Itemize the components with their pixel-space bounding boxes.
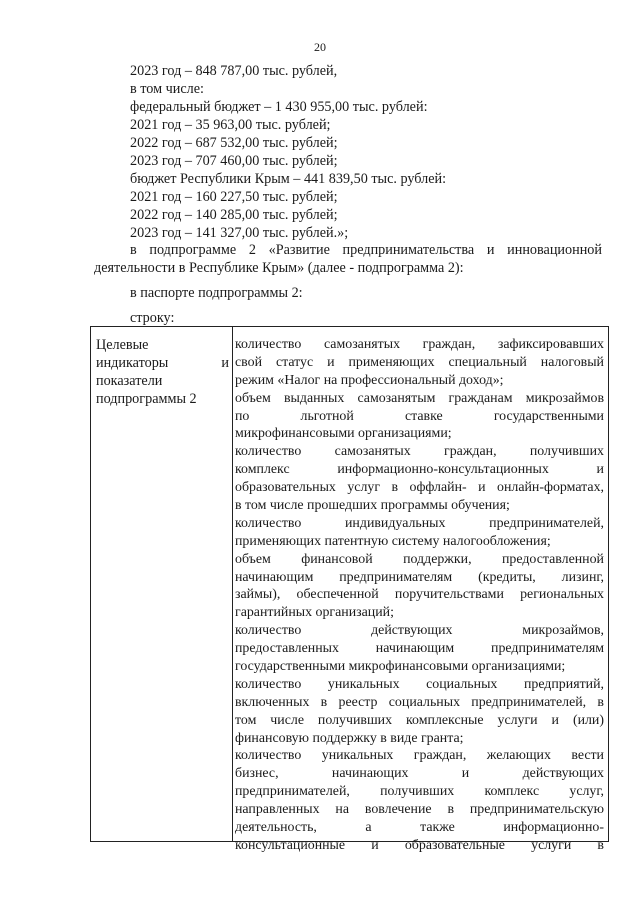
budget-line: бюджет Республики Крым – 441 839,50 тыс. рублей: [130, 171, 447, 187]
header-cell-line: Целевые [96, 337, 149, 353]
content-line: микрофинансовыми организациями; [235, 426, 452, 442]
subprogram-paragraph-line: в подпрограмме 2 «Развитие предпринимательства и инновационной [130, 242, 602, 258]
content-line: количество индивидуальных предпринимателей, [235, 515, 604, 531]
header-cell-line [96, 354, 229, 372]
indicators-table [90, 326, 609, 853]
page-number: 20 [314, 40, 326, 54]
content-line: включенных в реестр социальных предпринимателей, в [235, 694, 604, 710]
content-line: предпринимателей, получивших комплекс услуг, [235, 784, 604, 800]
content-line: деятельность, а также информационно- [235, 820, 604, 836]
content-line: государственными микрофинансовыми организациями; [235, 659, 566, 675]
budget-line: 2021 год – 160 227,50 тыс. рублей; [130, 189, 338, 205]
budget-line: 2023 год – 141 327,00 тыс. рублей.»; [130, 225, 349, 241]
budget-breakdown [130, 62, 446, 242]
column-divider [232, 327, 233, 841]
budget-line: 2022 год – 140 285,00 тыс. рублей; [130, 207, 338, 223]
content-line: количество действующих микрозаймов, [235, 623, 604, 639]
content-line: в том числе прошедших программы обучения; [235, 498, 510, 514]
content-line: комплекс информационно-консультационных и [235, 462, 604, 478]
table-header-cell [96, 336, 229, 408]
content-line: объем финансовой поддержки, предоставленной [235, 551, 604, 567]
row-paragraph: строку: [130, 310, 175, 326]
content-line: гарантийных организаций; [235, 605, 394, 621]
content-line: бизнес, начинающих и действующих [235, 766, 604, 782]
content-line: займы), обеспеченной поручительствами региональных [235, 587, 604, 603]
budget-line: 2023 год – 707 460,00 тыс. рублей; [130, 153, 338, 169]
content-line: начинающим предпринимателям (кредиты, лизинг, [235, 569, 604, 585]
budget-line: федеральный бюджет – 1 430 955,00 тыс. рублей: [130, 99, 428, 115]
budget-line: 2021 год – 35 963,00 тыс. рублей; [130, 117, 331, 133]
content-line: количество уникальных граждан, желающих вести [235, 748, 604, 764]
content-line: объем выданных самозанятым гражданам микрозаймов [235, 390, 604, 406]
subprogram-paragraph-line: деятельности в Республике Крым» (далее - подпрограмма 2): [94, 260, 464, 276]
content-line: финансовую поддержку в виде гранта; [235, 730, 464, 746]
budget-line: 2023 год – 848 787,00 тыс. рублей, [130, 63, 338, 79]
content-line: количество самозанятых граждан, получивших [235, 444, 604, 460]
passport-paragraph: в паспорте подпрограммы 2: [130, 285, 303, 301]
content-line: направленных на вовлечение в предпринимательскую [235, 802, 604, 818]
content-line: том числе получивших комплексные услуги и (или) [235, 712, 604, 728]
header-cell-line: подпрограммы 2 [96, 391, 197, 407]
budget-line: в том числе: [130, 81, 204, 97]
content-line: режим «Налог на профессиональный доход»; [235, 372, 504, 388]
content-line: применяющих патентную систему налогообложения; [235, 533, 551, 549]
content-line: количество самозанятых граждан, зафиксировавших [235, 337, 604, 352]
content-line: количество уникальных социальных предприятий, [235, 676, 604, 692]
content-line: предоставленных начинающим предпринимателям [235, 641, 604, 657]
subprogram-paragraph [94, 241, 602, 277]
table-content-cell [235, 336, 604, 855]
header-cell-word: и [221, 355, 229, 371]
content-line: консультационные и образовательные услуги в [235, 837, 604, 853]
header-cell-line: показатели [96, 373, 163, 389]
content-line: образовательных услуг в оффлайн- и онлайн-форматах, [235, 480, 604, 496]
header-cell-word: индикаторы [96, 355, 169, 371]
content-line: свой статус и применяющих специальный налоговый [235, 354, 604, 370]
content-line: по льготной ставке государственными [235, 408, 604, 424]
budget-line: 2022 год – 687 532,00 тыс. рублей; [130, 135, 338, 151]
